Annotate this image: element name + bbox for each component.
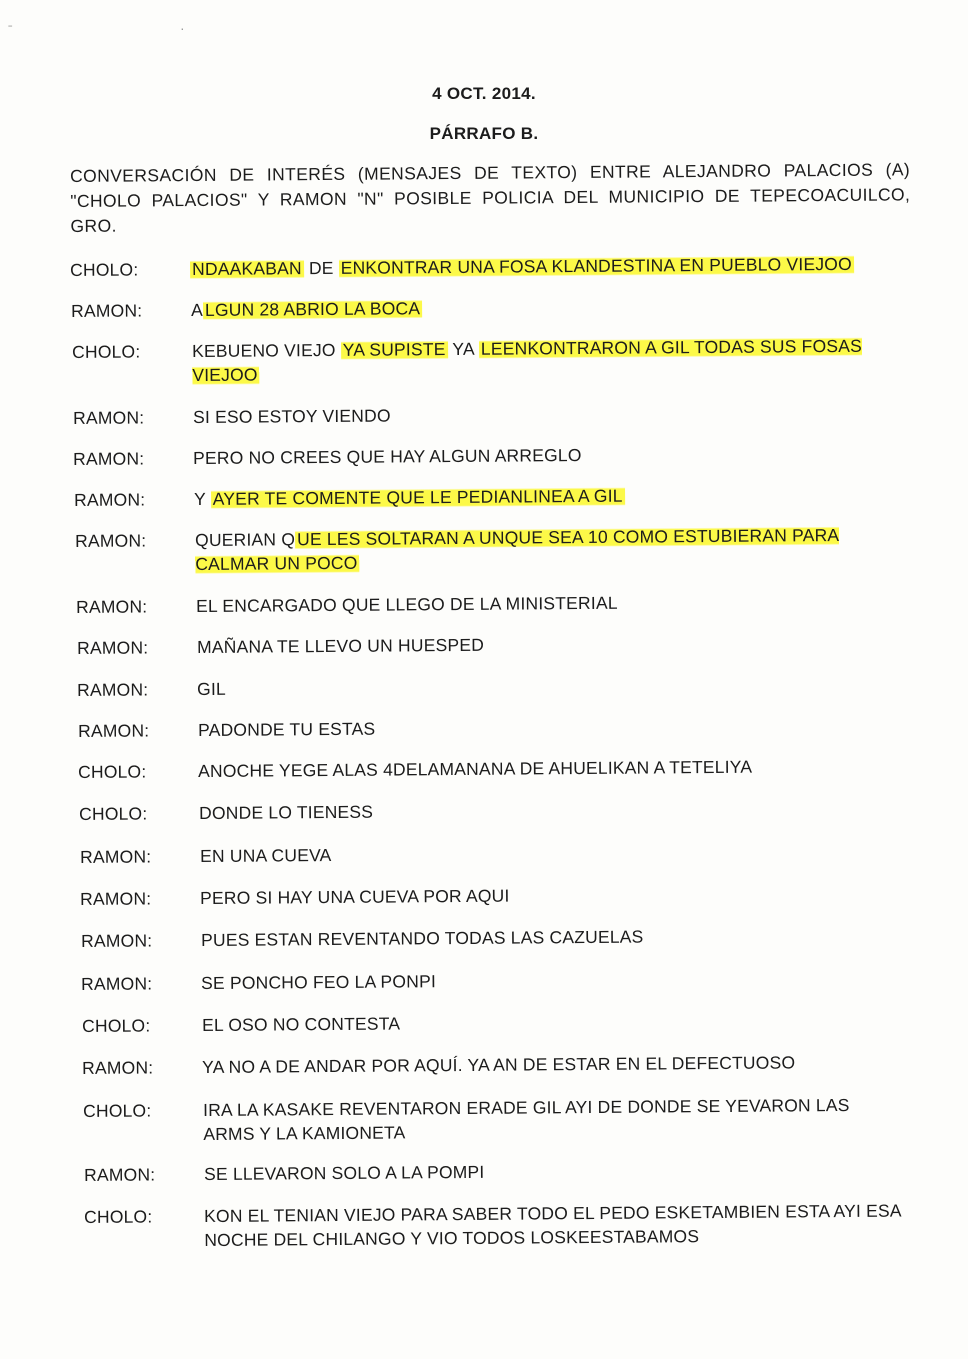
message-row: [84, 1156, 924, 1185]
message-speaker: RAMON:: [74, 489, 146, 510]
message-text-segment: DE: [303, 257, 339, 279]
message-row: [83, 1092, 923, 1145]
message-speaker: RAMON:: [82, 1057, 154, 1078]
message-speaker: RAMON:: [73, 448, 145, 469]
message-speaker: RAMON:: [81, 973, 153, 994]
message-text: [201, 923, 901, 952]
message-speaker: RAMON:: [77, 679, 149, 700]
highlighted-text: YA SUPISTE: [342, 339, 446, 360]
message-text: [195, 523, 895, 576]
message-speaker: RAMON:: [75, 530, 147, 551]
message-speaker: CHOLO:: [83, 1100, 152, 1121]
message-row: [77, 671, 917, 700]
message-speaker: CHOLO:: [70, 259, 139, 280]
message-text-segment: DONDE LO TIENESS: [199, 801, 374, 824]
message-speaker: CHOLO:: [72, 341, 141, 362]
message-text: [194, 482, 894, 511]
message-text: [200, 839, 900, 868]
message-speaker: CHOLO:: [82, 1015, 151, 1036]
message-row: [81, 965, 921, 994]
message-row: [72, 333, 912, 386]
message-text: [196, 589, 896, 618]
highlighted-text: AYER TE COMENTE QUE LE PEDIANLINEA A GIL: [212, 485, 623, 509]
message-text: [204, 1199, 904, 1252]
message-text: [198, 713, 898, 742]
message-text: [193, 441, 893, 470]
message-text-segment: EL OSO NO CONTESTA: [202, 1013, 401, 1036]
message-text: [202, 1050, 902, 1079]
highlighted-text: LEENKONTRARON A GIL TODAS SUS FOSAS VIEJOO: [192, 335, 863, 386]
message-text: [199, 796, 899, 825]
message-text: [200, 881, 900, 910]
message-text: [192, 334, 892, 387]
message-text-segment: QUERIAN Q: [195, 529, 296, 551]
message-speaker: RAMON:: [78, 720, 150, 741]
message-text: [197, 672, 897, 701]
message-speaker: RAMON:: [73, 407, 145, 428]
message-row: [70, 251, 910, 280]
message-text-segment: SE PONCHO FEO LA PONPI: [201, 971, 437, 994]
message-text: [191, 293, 891, 322]
message-row: [81, 922, 921, 951]
message-speaker: CHOLO:: [79, 803, 148, 824]
message-text-segment: YA NO A DE ANDAR POR AQUÍ. YA AN DE ESTAR EN EL DEFECTUOSO: [202, 1052, 796, 1078]
highlighted-text: UE LES SOLTARAN A UNQUE SEA 10 COMO ESTUBIERAN PARA CALMAR UN POCO: [195, 524, 840, 575]
message-text-segment: EL ENCARGADO QUE LLEGO DE LA MINISTERIAL: [196, 592, 618, 617]
scan-speck: ˉ: [8, 22, 13, 38]
message-row: [82, 1049, 922, 1078]
message-text: [204, 1157, 904, 1186]
message-text-segment: SE LLEVARON SOLO A LA POMPI: [204, 1161, 485, 1185]
message-row: [77, 629, 917, 658]
message-speaker: RAMON:: [80, 888, 152, 909]
highlighted-text: ENKONTRAR UNA FOSA KLANDESTINA EN PUEBLO VIEJOO: [340, 253, 852, 278]
message-text-segment: IRA LA KASAKE REVENTARON ERADE GIL AYI DE DONDE SE YEVARON LAS ARMS Y LA KAMIONETA: [203, 1094, 850, 1145]
message-text: [198, 754, 898, 783]
message-row: [82, 1007, 922, 1036]
message-row: [78, 712, 918, 741]
message-speaker: RAMON:: [84, 1164, 156, 1185]
message-row: [76, 588, 916, 617]
message-text: [201, 966, 901, 995]
message-text-segment: PADONDE TU ESTAS: [198, 718, 376, 741]
message-text: [190, 252, 890, 281]
message-text-segment: KEBUENO VIEJO: [192, 339, 341, 362]
message-text: [202, 1008, 902, 1037]
message-row: [71, 292, 911, 321]
section-title: PÁRRAFO B.: [429, 124, 539, 143]
message-speaker: RAMON:: [81, 930, 153, 951]
message-text-segment: KON EL TENIAN VIEJO PARA SABER TODO EL PEDO ESKETAMBIEN ESTA AYI ESA NOCHE DEL CHILANGO Y VIO TODOS LOSKEESTABAMOS: [204, 1200, 901, 1251]
message-text-segment: ANOCHE YEGE ALAS 4DELAMANANA DE AHUELIKAN A TETELIYA: [198, 756, 753, 782]
message-row: [75, 522, 915, 575]
scan-speck: ·: [180, 20, 185, 36]
message-text-segment: MAÑANA TE LLEVO UN HUESPED: [197, 634, 485, 658]
message-speaker: RAMON:: [80, 846, 152, 867]
message-text-segment: PUES ESTAN REVENTANDO TODAS LAS CAZUELAS: [201, 926, 644, 951]
message-row: [80, 880, 920, 909]
message-text-segment: YA: [447, 338, 479, 360]
message-row: [78, 753, 918, 782]
message-row: [80, 838, 920, 867]
message-row: [84, 1198, 924, 1251]
message-text-segment: SI ESO ESTOY VIENDO: [193, 405, 391, 428]
message-row: [79, 795, 919, 824]
message-text: [203, 1093, 903, 1146]
message-text-segment: PERO NO CREES QUE HAY ALGUN ARREGLO: [193, 445, 582, 469]
message-text-segment: Y: [194, 488, 211, 510]
document-date: 4 OCT. 2014.: [432, 84, 536, 103]
message-speaker: RAMON:: [76, 596, 148, 617]
message-row: [73, 399, 913, 428]
message-speaker: CHOLO:: [84, 1206, 153, 1227]
message-row: [74, 481, 914, 510]
message-speaker: RAMON:: [77, 637, 149, 658]
highlighted-text: NDAAKABAN: [192, 258, 302, 280]
message-text: [193, 400, 893, 429]
message-text-segment: EN UNA CUEVA: [200, 845, 332, 867]
message-row: [73, 440, 913, 469]
message-text-segment: GIL: [197, 678, 226, 700]
highlighted-text: LGUN 28 ABRIO LA BOCA: [204, 298, 421, 320]
message-text-segment: A: [191, 299, 204, 321]
message-speaker: CHOLO:: [78, 761, 147, 782]
intro-paragraph: CONVERSACIÓN DE INTERÉS (MENSAJES DE TEXTO) ENTRE ALEJANDRO PALACIOS (A) "CHOLO PALACIOS" Y RAMON "N" POSIBLE POLICIA DEL MUNICIPIO DE TEPECOACUILCO, GRO.: [70, 159, 911, 236]
message-text-segment: PERO SI HAY UNA CUEVA POR AQUI: [200, 885, 510, 909]
message-speaker: RAMON:: [71, 300, 143, 321]
message-text: [197, 630, 897, 659]
